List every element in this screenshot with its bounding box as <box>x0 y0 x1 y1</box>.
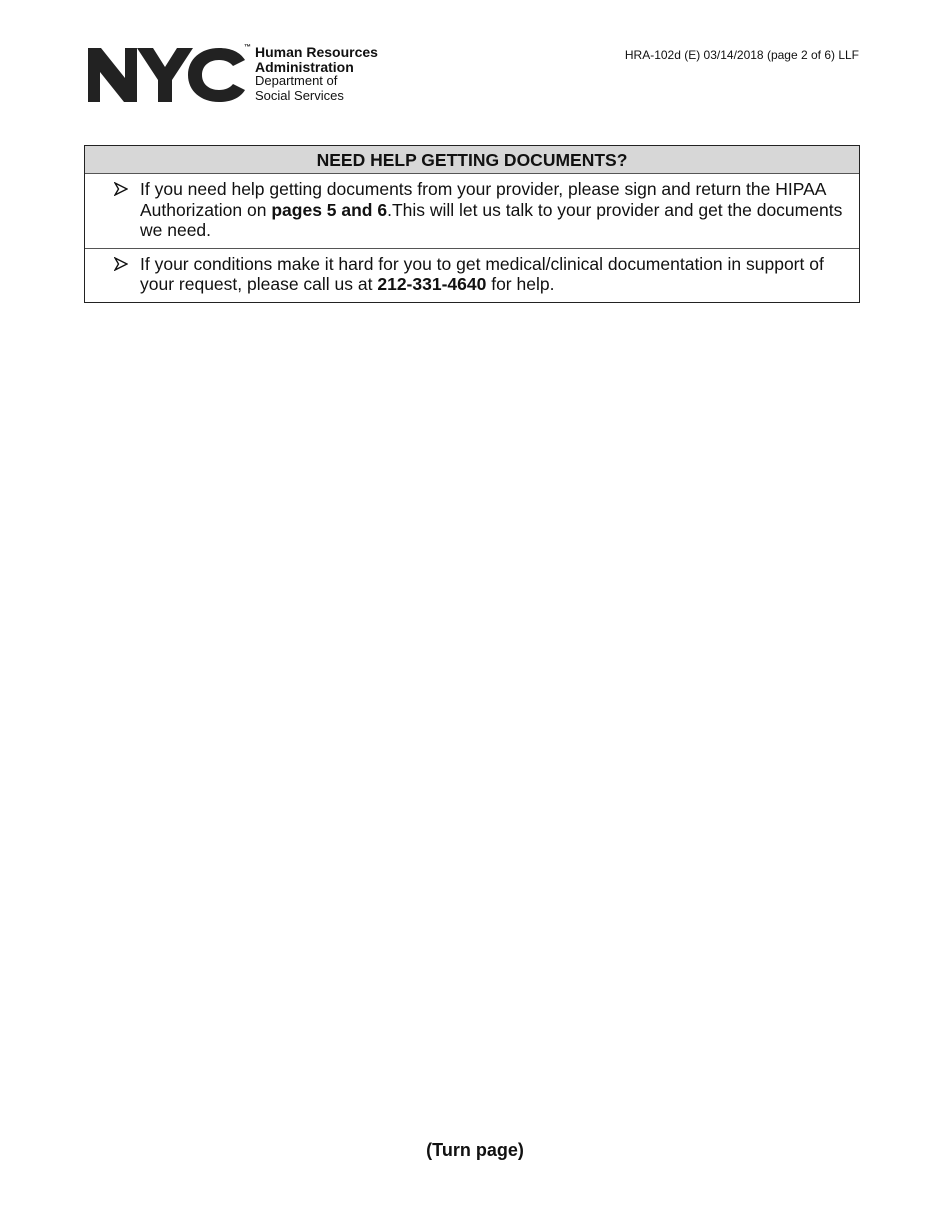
agency-line-1: Human Resources <box>255 44 378 60</box>
help-box-title: NEED HELP GETTING DOCUMENTS? <box>85 146 859 174</box>
help-item-text: If you need help getting documents from your provider, please sign and return the HIPAA Authorization on <box>140 179 826 220</box>
agency-logo <box>85 44 405 106</box>
agency-name <box>255 45 378 103</box>
agency-line-3: Department of <box>255 73 338 88</box>
help-item <box>85 248 859 302</box>
trademark-icon: ™ <box>244 44 251 51</box>
arrow-bullet-icon <box>114 257 128 271</box>
agency-line-4: Social Services <box>255 87 344 103</box>
help-item <box>85 174 859 248</box>
help-item-text-end: .This will let us talk to your provider and get the documents we need. <box>140 199 843 240</box>
form-identifier: HRA-102d (E) 03/14/2018 (page 2 of 6) LLF <box>624 48 859 62</box>
help-item-text: If your conditions make it hard for you to get medical/clinical documentation in support of your request, please call us at <box>140 253 824 294</box>
arrow-bullet-icon <box>114 182 128 196</box>
nyc-logo-icon <box>85 46 249 104</box>
agency-line-2: Administration <box>255 58 354 75</box>
help-item-text-end: for help. <box>486 274 555 294</box>
help-item-emphasis: pages 5 and 6 <box>271 199 388 220</box>
help-phone-number: 212-331-4640 <box>377 274 487 294</box>
turn-page-note: (Turn page) <box>426 1140 524 1160</box>
help-box <box>84 145 860 303</box>
